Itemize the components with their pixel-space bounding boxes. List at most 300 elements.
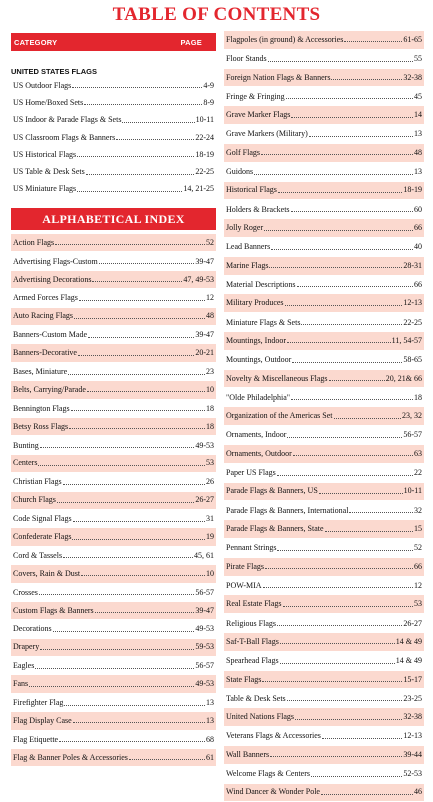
entry-page: 45, 61	[194, 552, 214, 560]
index-entry	[11, 547, 216, 565]
entry-label: Fans	[13, 680, 28, 688]
index-entry	[224, 577, 424, 596]
index-entry	[224, 464, 424, 483]
dot-leader	[81, 575, 205, 576]
dot-leader	[344, 41, 402, 42]
index-entry	[224, 125, 424, 144]
entry-page: 18-19	[403, 186, 422, 194]
page-column-label: PAGE	[181, 38, 203, 47]
entry-label: Church Flags	[13, 496, 56, 504]
index-entry	[11, 112, 216, 129]
dot-leader	[287, 437, 402, 438]
index-entry	[11, 528, 216, 546]
dot-leader	[291, 399, 413, 400]
entry-label: Ornaments, Outdoor	[226, 450, 292, 458]
entry-page: 13	[414, 168, 422, 176]
entry-page: 66	[414, 224, 422, 232]
dot-leader	[280, 663, 395, 664]
category-column-label: CATEGORY	[14, 38, 57, 47]
entry-label: Eagles	[13, 662, 34, 670]
entry-label: Armed Forces Flags	[13, 294, 78, 302]
entry-page: 53	[206, 459, 214, 467]
index-entry	[224, 200, 424, 219]
entry-label: Foreign Nation Flags & Banners	[226, 74, 330, 82]
entry-label: Guidons	[226, 168, 253, 176]
entry-page: 56-57	[195, 589, 214, 597]
dot-leader	[295, 719, 402, 720]
dot-leader	[71, 410, 205, 411]
dot-leader	[73, 722, 205, 723]
entry-page: 11, 54-57	[392, 337, 422, 345]
dot-leader	[77, 191, 182, 192]
entry-label: Betsy Ross Flags	[13, 423, 68, 431]
dot-leader	[63, 557, 193, 558]
entry-page: 63	[414, 450, 422, 458]
entry-label: Flag & Banner Poles & Accessories	[13, 754, 128, 762]
alphabetical-index-header: ALPHABETICAL INDEX	[11, 208, 216, 230]
entry-label: US Indoor & Parade Flags & Sets	[13, 116, 121, 124]
entry-label: US Historical Flags	[13, 151, 76, 159]
dot-leader	[79, 300, 205, 301]
entry-label: Mountings, Outdoor	[226, 356, 291, 364]
entry-label: US Table & Desk Sets	[13, 168, 85, 176]
entry-label: Firefighter Flag	[13, 699, 63, 707]
entry-page: 4-9	[203, 82, 214, 90]
dot-leader	[285, 305, 403, 306]
dot-leader	[293, 455, 413, 456]
entry-label: Table & Desk Sets	[226, 695, 286, 703]
entry-label: State Flags	[226, 676, 261, 684]
index-entry	[224, 219, 424, 238]
index-entry	[11, 620, 216, 638]
entry-page: 45	[414, 93, 422, 101]
entry-label: Flagpoles (in ground) & Accessories	[226, 36, 343, 44]
index-entry	[224, 276, 424, 295]
entry-label: Golf Flags	[226, 149, 260, 157]
index-entry	[11, 712, 216, 730]
entry-label: Novelty & Miscellaneous Flags	[226, 375, 328, 383]
entry-label: Military Produces	[226, 299, 284, 307]
index-entry	[11, 234, 216, 252]
entry-label: Material Descriptions	[226, 281, 296, 289]
index-entry	[11, 326, 216, 344]
entry-page: 49-53	[195, 625, 214, 633]
entry-page: 48	[206, 312, 214, 320]
index-entry	[224, 351, 424, 370]
entry-label: United Nations Flags	[226, 713, 294, 721]
index-entry	[224, 388, 424, 407]
entry-page: 14, 21-25	[183, 185, 214, 193]
entry-page: 15	[414, 525, 422, 533]
dot-leader	[116, 139, 194, 140]
entry-label: Wind Dancer & Wonder Pole	[226, 788, 320, 796]
dot-leader	[329, 380, 385, 381]
dot-leader	[64, 705, 205, 706]
dot-leader	[261, 154, 413, 155]
dot-leader	[72, 87, 202, 88]
entry-page: 14	[414, 111, 422, 119]
entry-page: 22-25	[403, 319, 422, 327]
index-entry	[11, 694, 216, 712]
entry-page: 15-17	[403, 676, 422, 684]
index-entry	[11, 181, 216, 198]
entry-label: Lead Banners	[226, 243, 270, 251]
dot-leader	[278, 192, 402, 193]
index-entry	[224, 294, 424, 313]
entry-label: "Olde Philadelphia"	[226, 394, 290, 402]
entry-label: Paper US Flags	[226, 469, 276, 477]
index-entry	[224, 238, 424, 257]
entry-page: 32-38	[403, 74, 422, 82]
dot-leader	[334, 418, 402, 419]
entry-page: 23	[206, 368, 214, 376]
index-entry	[11, 363, 216, 381]
dot-leader	[95, 612, 195, 613]
index-entry	[11, 675, 216, 693]
dot-leader	[331, 79, 402, 80]
index-entry	[11, 639, 216, 657]
entry-page: 18-19	[195, 151, 214, 159]
entry-page: 18	[414, 394, 422, 402]
entry-page: 60	[414, 206, 422, 214]
dot-leader	[291, 211, 413, 212]
entry-page: 58-65	[403, 356, 422, 364]
entry-page: 32	[414, 507, 422, 515]
entry-label: Grave Marker Flags	[226, 111, 290, 119]
dot-leader	[325, 531, 413, 532]
dot-leader	[277, 625, 402, 626]
entry-label: POW-MIA	[226, 582, 262, 590]
entry-label: Parade Flags & Banners, US	[226, 487, 318, 495]
entry-label: Organization of the Americas Set	[226, 412, 333, 420]
entry-page: 39-44	[403, 751, 422, 759]
entry-page: 39-47	[195, 258, 214, 266]
entry-page: 61	[206, 754, 214, 762]
dot-leader	[87, 391, 205, 392]
entry-label: Flag Display Case	[13, 717, 72, 725]
entry-label: Holders & Brackets	[226, 206, 290, 214]
index-entry	[11, 455, 216, 473]
entry-page: 68	[206, 736, 214, 744]
entry-label: Ornaments, Indoor	[226, 431, 286, 439]
entry-label: Auto Racing Flags	[13, 312, 73, 320]
index-entry	[224, 332, 424, 351]
entry-label: Bases, Miniature	[13, 368, 67, 376]
dot-leader	[53, 631, 195, 632]
entry-page: 31	[206, 515, 214, 523]
entry-page: 12	[206, 294, 214, 302]
entry-page: 66	[414, 281, 422, 289]
entry-label: Jolly Roger	[226, 224, 263, 232]
dot-leader	[92, 281, 182, 282]
index-entry	[11, 344, 216, 362]
dot-leader	[254, 174, 413, 175]
entry-label: Real Estate Flags	[226, 600, 282, 608]
index-entry	[11, 473, 216, 491]
dot-leader	[84, 104, 202, 105]
entry-label: Parade Flags & Banners, International	[226, 507, 348, 515]
dot-leader	[99, 263, 195, 264]
index-entry	[11, 436, 216, 454]
entry-page: 53	[414, 600, 422, 608]
entry-label: Pirate Flags	[226, 563, 264, 571]
index-entry	[11, 400, 216, 418]
entry-page: 39-47	[195, 331, 214, 339]
entry-page: 26	[206, 478, 214, 486]
index-entry	[224, 483, 424, 502]
entry-label: Decorations	[13, 625, 52, 633]
entry-page: 12	[414, 582, 422, 590]
entry-page: 52	[206, 239, 214, 247]
index-entry	[224, 313, 424, 332]
entry-page: 48	[414, 149, 422, 157]
entry-label: US Classroom Flags & Banners	[13, 134, 115, 142]
contents-header	[11, 33, 216, 51]
entry-page: 22	[414, 469, 422, 477]
dot-leader	[301, 324, 402, 325]
section-heading: UNITED STATES FLAGS	[11, 67, 216, 77]
entry-page: 14 & 49	[396, 657, 422, 665]
dot-leader	[287, 700, 403, 701]
entry-label: Flag Etiquette	[13, 736, 58, 744]
entry-page: 10	[206, 386, 214, 394]
entry-label: US Outdoor Flags	[13, 82, 71, 90]
index-entry	[224, 501, 424, 520]
entry-page: 22-25	[195, 168, 214, 176]
index-entry	[224, 520, 424, 539]
entry-label: Grave Markers (Military)	[226, 130, 308, 138]
entry-page: 46	[414, 788, 422, 796]
entry-page: 12-13	[403, 299, 422, 307]
dot-leader	[277, 475, 413, 476]
index-entry	[224, 257, 424, 276]
entry-page: 26-27	[195, 496, 214, 504]
entry-page: 39-47	[195, 607, 214, 615]
dot-leader	[349, 512, 413, 513]
entry-page: 59-53	[195, 643, 214, 651]
entry-page: 13	[414, 130, 422, 138]
index-entry	[11, 731, 216, 749]
entry-label: Parade Flags & Banners, State	[226, 525, 324, 533]
entry-label: Pennant Strings	[226, 544, 276, 552]
index-entry	[224, 426, 424, 445]
index-entry	[224, 595, 424, 614]
dot-leader	[77, 156, 194, 157]
dot-leader	[311, 776, 402, 777]
entry-page: 10-11	[196, 116, 214, 124]
entry-page: 19	[206, 533, 214, 541]
dot-leader	[263, 587, 413, 588]
index-entry	[224, 633, 424, 652]
index-entry	[224, 746, 424, 765]
index-entry	[224, 87, 424, 106]
entry-page: 14 & 49	[396, 638, 422, 646]
entry-page: 49-53	[195, 442, 214, 450]
entry-page: 18	[206, 423, 214, 431]
entry-label: Saf-T-Ball Flags	[226, 638, 279, 646]
entry-page: 56-57	[195, 662, 214, 670]
index-entry	[224, 407, 424, 426]
entry-page: 28-31	[403, 262, 422, 270]
entry-page: 52	[414, 544, 422, 552]
index-entry	[11, 510, 216, 528]
entry-page: 26-27	[403, 620, 422, 628]
index-list-right	[224, 31, 424, 802]
dot-leader	[309, 136, 413, 137]
index-entry	[11, 418, 216, 436]
dot-leader	[38, 465, 205, 466]
entry-label: Welcome Flags & Centers	[226, 770, 310, 778]
entry-label: Belts, Carrying/Parade	[13, 386, 86, 394]
entry-page: 13	[206, 699, 214, 707]
index-entry	[224, 671, 424, 690]
entry-label: Drapery	[13, 643, 39, 651]
dot-leader	[283, 606, 413, 607]
entry-page: 18	[206, 405, 214, 413]
entry-page: 22-24	[195, 134, 214, 142]
index-entry	[224, 765, 424, 784]
dot-leader	[270, 756, 402, 757]
index-entry	[224, 182, 424, 201]
entry-page: 10	[206, 570, 214, 578]
entry-label: Bennington Flags	[13, 405, 70, 413]
dot-leader	[59, 741, 205, 742]
dot-leader	[73, 521, 205, 522]
index-entry	[224, 144, 424, 163]
dot-leader	[271, 249, 413, 250]
dot-leader	[319, 493, 403, 494]
entry-label: Confederate Flags	[13, 533, 71, 541]
entry-label: Marine Flags	[226, 262, 268, 270]
entry-page: 61-65	[403, 36, 422, 44]
entry-page: 13	[206, 717, 214, 725]
index-entry	[224, 370, 424, 389]
entry-page: 20, 21& 66	[386, 375, 422, 383]
dot-leader	[322, 738, 402, 739]
entry-page: 20-21	[195, 349, 214, 357]
entry-page: 23, 32	[402, 412, 422, 420]
index-entry	[224, 69, 424, 88]
index-entry	[11, 749, 216, 767]
dot-leader	[292, 362, 402, 363]
dot-leader	[262, 681, 402, 682]
index-entry	[224, 652, 424, 671]
index-entry	[11, 163, 216, 180]
entry-page: 66	[414, 563, 422, 571]
dot-leader	[291, 117, 413, 118]
dot-leader	[29, 686, 194, 687]
index-entry	[11, 146, 216, 163]
dot-leader	[74, 318, 205, 319]
entry-page: 56-57	[403, 431, 422, 439]
index-entry	[224, 31, 424, 50]
entry-label: US Home/Boxed Sets	[13, 99, 83, 107]
entry-label: Religious Flags	[226, 620, 276, 628]
entry-label: US Miniature Flags	[13, 185, 76, 193]
index-entry	[11, 271, 216, 289]
index-entry	[224, 708, 424, 727]
dot-leader	[35, 668, 194, 669]
entry-label: Mountings, Indoor	[226, 337, 286, 345]
entry-page: 32-38	[403, 713, 422, 721]
index-entry	[11, 94, 216, 111]
index-entry	[11, 77, 216, 94]
entry-label: Cord & Tassels	[13, 552, 62, 560]
entry-label: Historical Flags	[226, 186, 277, 194]
dot-leader	[264, 230, 413, 231]
index-entry	[11, 602, 216, 620]
contents-list	[11, 77, 216, 198]
entry-page: 8-9	[203, 99, 214, 107]
dot-leader	[63, 484, 205, 485]
index-list-left	[11, 234, 216, 767]
dot-leader	[286, 98, 413, 99]
dot-leader	[277, 550, 413, 551]
entry-page: 12-13	[403, 732, 422, 740]
index-entry	[224, 539, 424, 558]
dot-leader	[269, 267, 402, 268]
entry-label: Wall Banners	[226, 751, 269, 759]
dot-leader	[129, 759, 205, 760]
entry-page: 49-53	[195, 680, 214, 688]
entry-label: Crosses	[13, 589, 38, 597]
index-entry	[224, 727, 424, 746]
left-column	[11, 33, 216, 767]
index-entry	[11, 289, 216, 307]
entry-label: Custom Flags & Banners	[13, 607, 94, 615]
entry-label: Floor Stands	[226, 55, 267, 63]
entry-label: Veterans Flags & Accessories	[226, 732, 321, 740]
index-entry	[11, 129, 216, 146]
index-entry	[11, 492, 216, 510]
dot-leader	[69, 428, 205, 429]
entry-page: 10-11	[404, 487, 422, 495]
index-entry	[11, 381, 216, 399]
dot-leader	[297, 286, 413, 287]
dot-leader	[55, 244, 205, 245]
index-entry	[11, 308, 216, 326]
index-entry	[224, 163, 424, 182]
dot-leader	[268, 61, 413, 62]
dot-leader	[40, 447, 195, 448]
index-entry	[11, 252, 216, 270]
index-entry	[224, 558, 424, 577]
entry-label: Advertising Flags-Custom	[13, 258, 98, 266]
index-entry	[224, 50, 424, 69]
entry-label: Banners-Custom Made	[13, 331, 87, 339]
entry-page: 55	[414, 55, 422, 63]
index-entry	[224, 445, 424, 464]
dot-leader	[57, 502, 194, 503]
page-title: TABLE OF CONTENTS	[0, 4, 433, 26]
dot-leader	[265, 568, 413, 569]
dot-leader	[287, 342, 391, 343]
dot-leader	[68, 374, 205, 375]
entry-label: Action Flags	[13, 239, 54, 247]
index-entry	[11, 584, 216, 602]
index-entry	[224, 784, 424, 802]
entry-page: 23-25	[403, 695, 422, 703]
dot-leader	[280, 643, 395, 644]
dot-leader	[40, 649, 194, 650]
index-entry	[11, 565, 216, 583]
entry-label: Advertising Decorations	[13, 276, 91, 284]
entry-page: 52-53	[403, 770, 422, 778]
entry-page: 47, 49-53	[183, 276, 214, 284]
entry-label: Fringe & Fringing	[226, 93, 285, 101]
index-entry	[11, 657, 216, 675]
index-entry	[224, 689, 424, 708]
